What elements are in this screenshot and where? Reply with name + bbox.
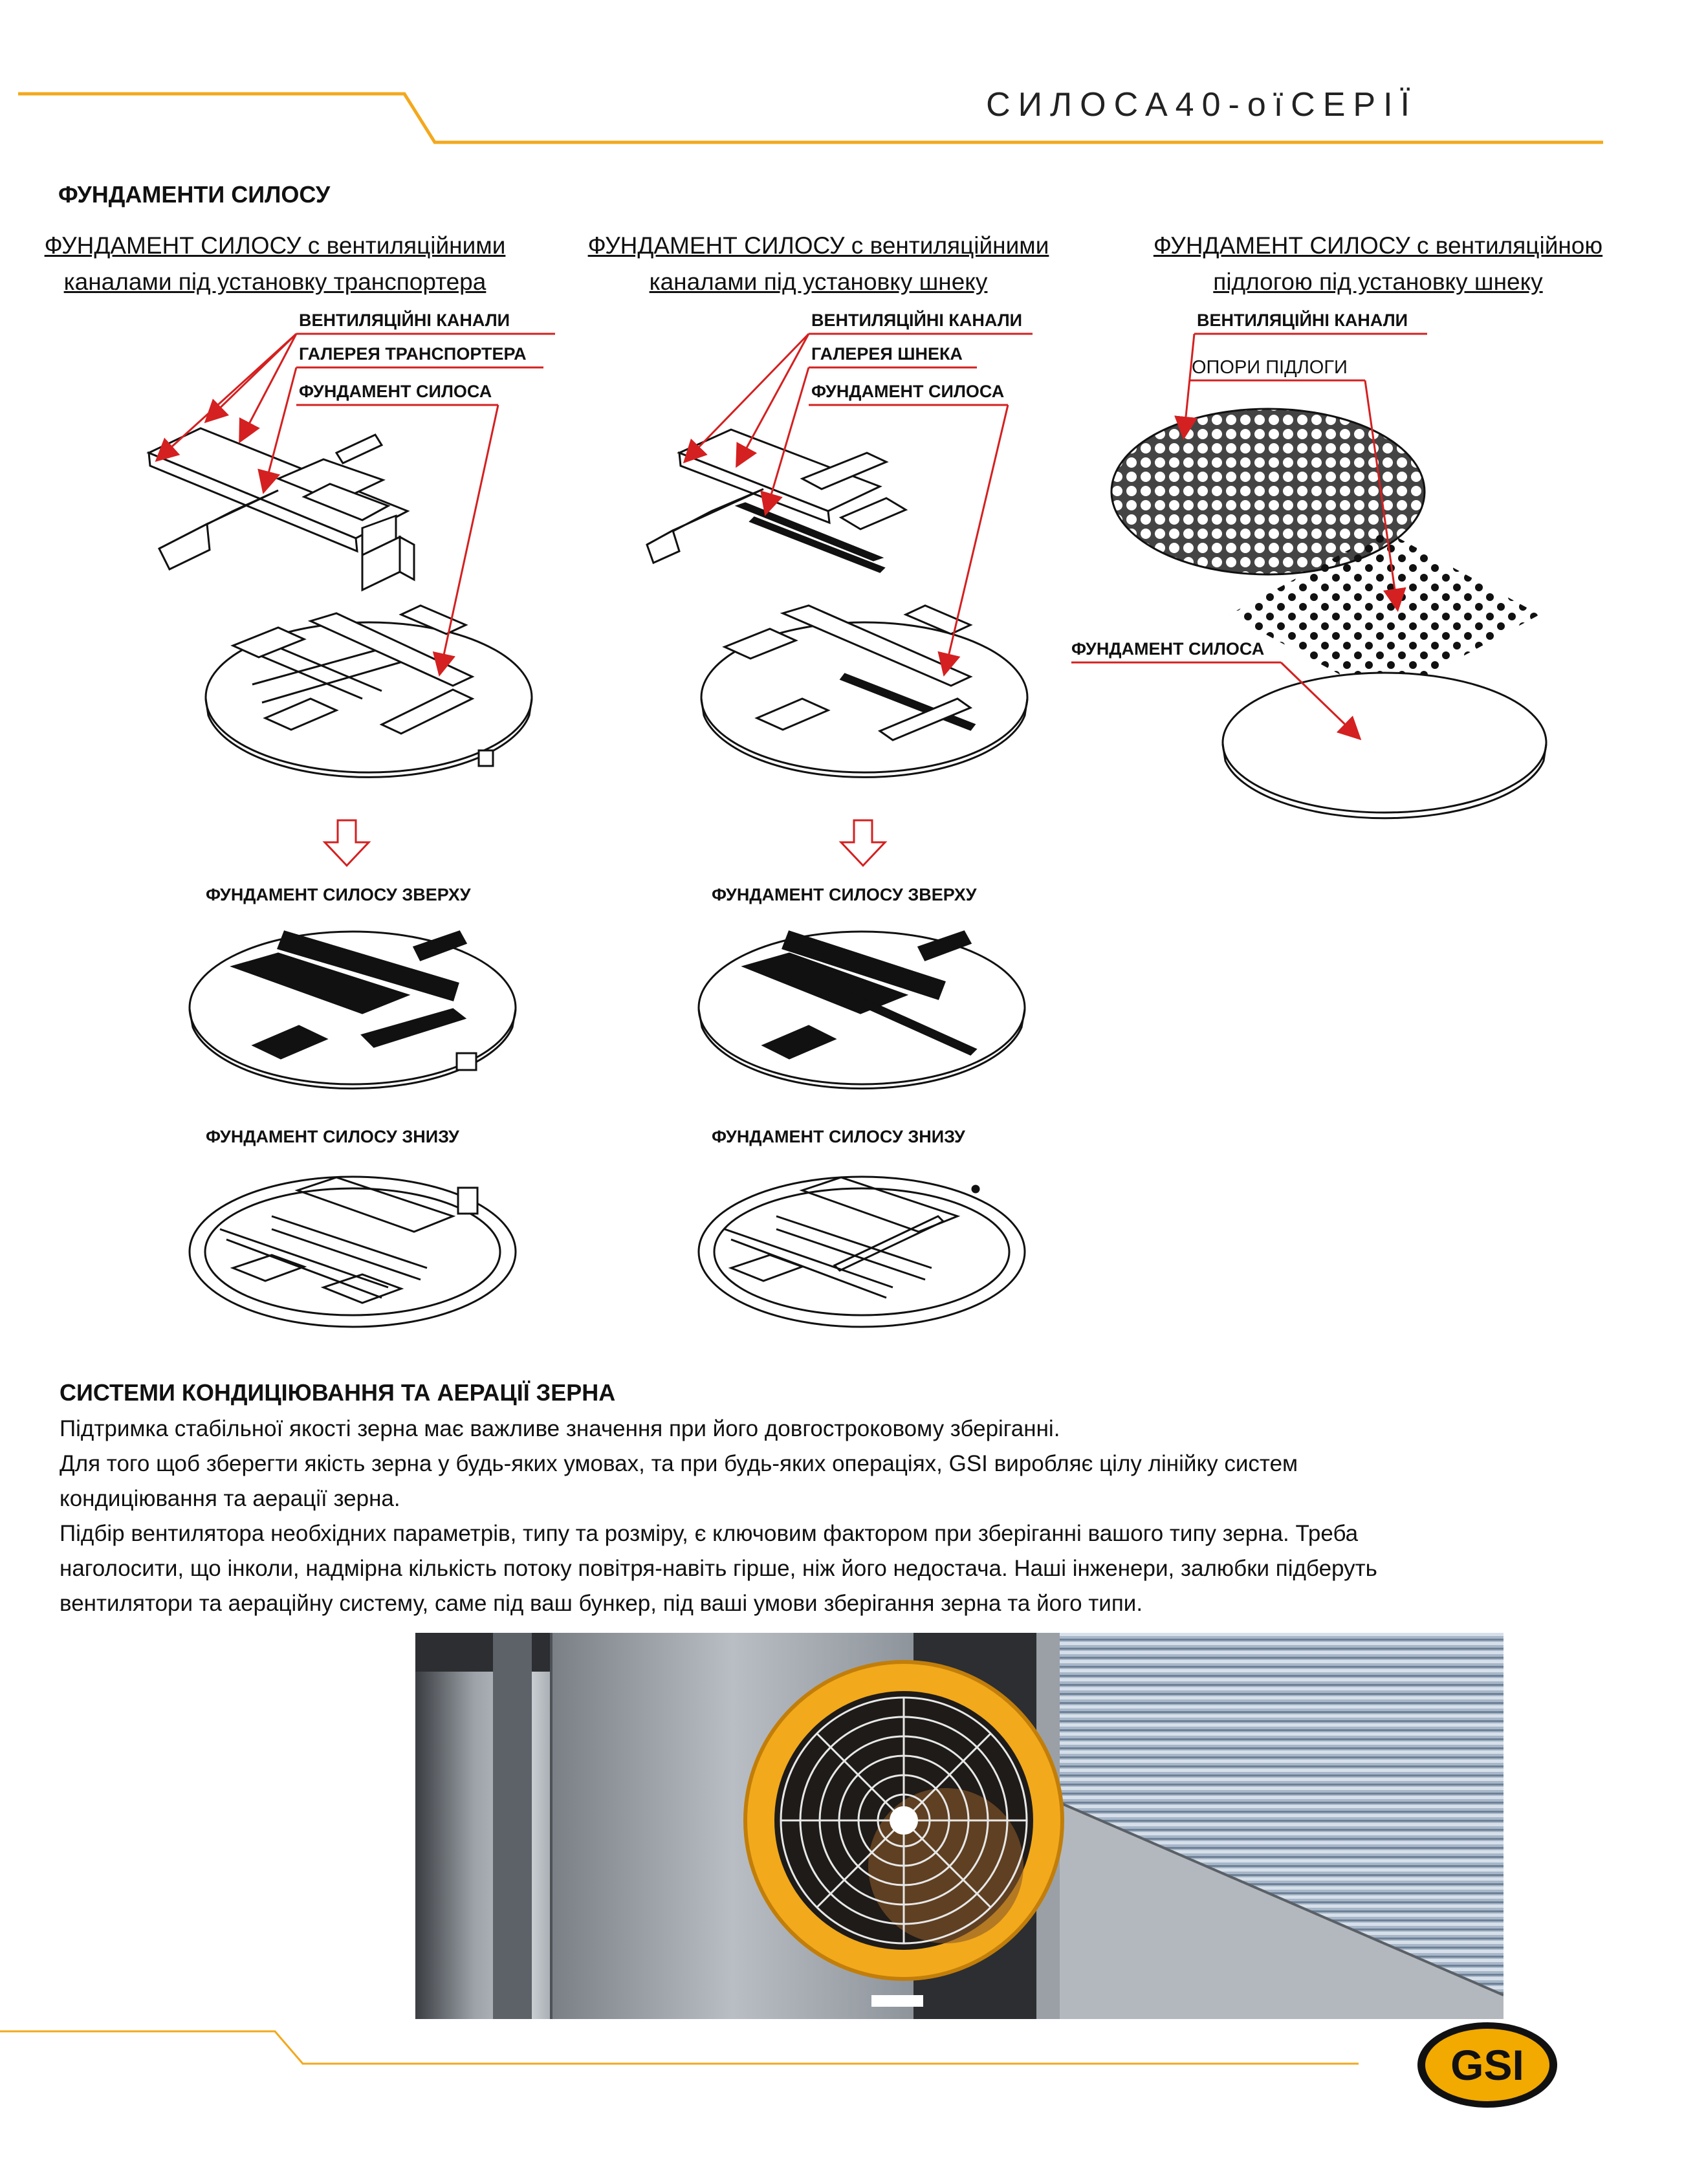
col3-foundation	[1223, 673, 1546, 818]
column-1-title: ФУНДАМЕНТ СИЛОСУ с вентиляційними каналами під установку транспортера	[44, 232, 506, 295]
col1-label-conveyor-gallery: ГАЛЕРЕЯ ТРАНСПОРТЕРА	[299, 344, 527, 364]
gsi-logo-text: GSI	[1450, 2041, 1524, 2089]
aeration-line-1: Підтримка стабільної якості зерна має важливе значення при його довгостроковому зберіганні.	[60, 1416, 1060, 1441]
col2-channel-cross	[647, 430, 906, 572]
col2-bottom-view-label: ФУНДАМЕНТ СИЛОСУ ЗНИЗУ	[712, 1127, 965, 1146]
col2-label-auger-gallery: ГАЛЕРЕЯ ШНЕКА	[811, 344, 963, 364]
col1-foundation-top-view	[190, 932, 516, 1089]
col1-channel-cross	[149, 428, 414, 590]
col1-bottom-view-label: ФУНДАМЕНТ СИЛОСУ ЗНИЗУ	[206, 1127, 459, 1146]
page-header-title: СИЛОСА40-оїСЕРІЇ	[986, 86, 1417, 124]
col2-down-arrow	[841, 820, 885, 866]
col3-label-floor-supports: ОПОРИ ПІДЛОГИ	[1192, 357, 1348, 378]
foundations-heading: ФУНДАМЕНТИ СИЛОСУ	[58, 181, 331, 208]
col1-top-view-label: ФУНДАМЕНТ СИЛОСУ ЗВЕРХУ	[206, 885, 471, 904]
aeration-line-3: кондиціювання та аерації зерна.	[60, 1486, 400, 1511]
col1-label-silo-foundation: ФУНДАМЕНТ СИЛОСА	[299, 382, 492, 401]
aeration-paragraph	[60, 1412, 1651, 1621]
gsi-logo	[1413, 2017, 1562, 2113]
aeration-line-4: Підбір вентилятора необхідних параметрів, типу та розміру, є ключовим фактором при зберіганні вашого типу зерна. Треба	[60, 1521, 1359, 1546]
aeration-heading: СИСТЕМИ КОНДИЦІЮВАННЯ ТА АЕРАЦІЇ ЗЕРНА	[60, 1379, 616, 1406]
col3-label-vent-channels: ВЕНТИЛЯЦІЙНІ КАНАЛИ	[1197, 311, 1408, 330]
aeration-line-2: Для того щоб зберегти якість зерна у будь-яких умовах, та при будь-яких операціях, GSI виробляє цілу лінійку систем	[60, 1451, 1298, 1476]
column-3-title: ФУНДАМЕНТ СИЛОСУ с вентиляційною підлогою під установку шнеку	[1153, 232, 1603, 295]
col2-top-view-label: ФУНДАМЕНТ СИЛОСУ ЗВЕРХУ	[712, 885, 977, 904]
aeration-line-6: вентилятори та аераційну систему, саме під ваш бункер, під ваші умови зберігання зерна та його типи.	[60, 1591, 1143, 1616]
column-2-title: ФУНДАМЕНТ СИЛОСУ с вентиляційними каналами під установку шнеку	[587, 232, 1049, 295]
col2-foundation-bottom-view	[699, 1177, 1025, 1327]
col1-down-arrow	[325, 820, 369, 866]
col2-label-silo-foundation: ФУНДАМЕНТ СИЛОСА	[811, 382, 1005, 401]
col1-label-vent-channels: ВЕНТИЛЯЦІЙНІ КАНАЛИ	[299, 311, 510, 330]
aeration-fan-photo	[415, 1633, 1504, 2019]
col1-foundation-exploded	[206, 606, 532, 777]
col2-foundation-exploded	[701, 606, 1027, 777]
col2-foundation-top-view	[699, 932, 1025, 1089]
col3-label-silo-foundation: ФУНДАМЕНТ СИЛОСА	[1071, 639, 1265, 659]
col1-foundation-bottom-view	[190, 1177, 516, 1327]
col2-label-vent-channels: ВЕНТИЛЯЦІЙНІ КАНАЛИ	[811, 311, 1023, 330]
aeration-line-5: наголосити, що інколи, надмірна кількість потоку повітря-навіть гірше, ніж його недостача. Наші інженери, залюбки підберуть	[60, 1556, 1377, 1581]
